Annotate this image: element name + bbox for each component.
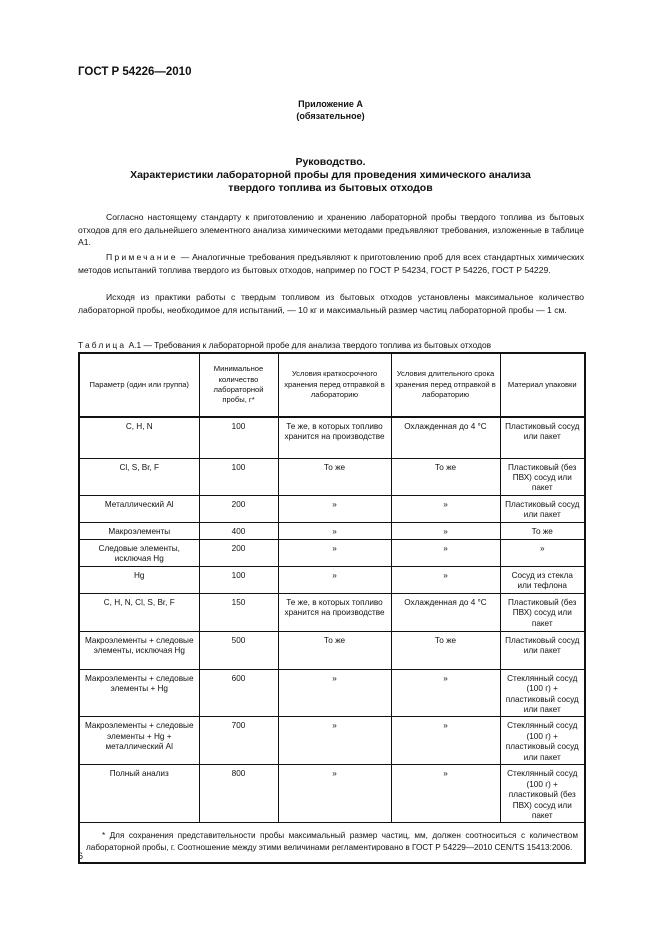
cell-quantity: 800 xyxy=(199,765,278,823)
table-caption-label: Таблица xyxy=(78,340,127,350)
cell-packaging: Пластиковый сосуд или пакет xyxy=(500,417,585,458)
annex-heading xyxy=(0,98,661,122)
cell-short-storage: » xyxy=(278,495,391,522)
cell-packaging: Сосуд из стекла или тефлона xyxy=(500,566,585,593)
document-title xyxy=(0,156,661,195)
requirements-table xyxy=(78,352,586,864)
cell-quantity: 100 xyxy=(199,566,278,593)
table-row xyxy=(79,631,585,669)
cell-packaging: Стеклянный сосуд (100 г) + пластиковый сосуд или пакет xyxy=(500,669,585,717)
cell-parameter: Металлический Al xyxy=(79,495,199,522)
table-row xyxy=(79,522,585,539)
cell-long-storage: » xyxy=(391,522,500,539)
cell-packaging: » xyxy=(500,539,585,566)
cell-parameter: Макроэлементы xyxy=(79,522,199,539)
cell-short-storage: » xyxy=(278,522,391,539)
table-row xyxy=(79,539,585,566)
cell-packaging: Пластиковый сосуд или пакет xyxy=(500,631,585,669)
cell-quantity: 700 xyxy=(199,717,278,765)
table-header-row xyxy=(79,353,585,417)
table-caption xyxy=(78,340,491,350)
cell-quantity: 200 xyxy=(199,539,278,566)
title-line-3: твердого топлива из бытовых отходов xyxy=(228,182,433,194)
cell-parameter: C, H, N xyxy=(79,417,199,458)
cell-packaging: Пластиковый (без ПВХ) сосуд или пакет xyxy=(500,593,585,631)
table-row xyxy=(79,717,585,765)
table-row xyxy=(79,458,585,495)
cell-packaging: Стеклянный сосуд (100 г) + пластиковый (без ПВХ) сосуд или пакет xyxy=(500,765,585,823)
cell-quantity: 100 xyxy=(199,458,278,495)
cell-long-storage: То же xyxy=(391,458,500,495)
title-line-1: Руководство. xyxy=(295,156,366,168)
cell-quantity: 400 xyxy=(199,522,278,539)
cell-long-storage: Охлажденная до 4 °С xyxy=(391,593,500,631)
cell-short-storage: » xyxy=(278,765,391,823)
header-min-quantity: Минимальное количество лабораторной пробы, г* xyxy=(199,353,278,417)
intro-paragraph: Согласно настоящему стандарту к приготовлению и хранению лабораторной пробы твердого топлива из бытовых отходов для его дальнейшего элементного анализа химическими методами предъявляют требования, изложенные в таблице А1. xyxy=(78,212,584,248)
cell-quantity: 500 xyxy=(199,631,278,669)
cell-long-storage: То же xyxy=(391,631,500,669)
annex-status: (обязательное) xyxy=(296,111,365,121)
cell-quantity: 100 xyxy=(199,417,278,458)
table-row xyxy=(79,566,585,593)
table-row xyxy=(79,669,585,717)
cell-parameter: Следовые элементы, исключая Hg xyxy=(79,539,199,566)
cell-parameter: C, H, N, Cl, S, Br, F xyxy=(79,593,199,631)
cell-parameter: Макроэлементы + следовые элементы, исключая Hg xyxy=(79,631,199,669)
cell-packaging: Пластиковый (без ПВХ) сосуд или пакет xyxy=(500,458,585,495)
cell-short-storage: Те же, в которых топливо хранится на производстве xyxy=(278,593,391,631)
cell-parameter: Макроэлементы + следовые элементы + Hg + металлический Al xyxy=(79,717,199,765)
note-paragraph xyxy=(78,251,584,276)
cell-packaging: Пластиковый сосуд или пакет xyxy=(500,495,585,522)
table-row xyxy=(79,495,585,522)
note-text: — Аналогичные требования предъявляют к приготовлению проб для всех стандартных химических методов испытаний топлива твердого из бытовых отходов, например по ГОСТ Р 54234, ГОСТ Р 54226, ГОСТ Р 54229. xyxy=(78,252,584,275)
header-short-term-storage: Условия краткосрочного хранения перед отправкой в лабораторию xyxy=(278,353,391,417)
cell-packaging: Стеклянный сосуд (100 г) + пластиковый сосуд или пакет xyxy=(500,717,585,765)
title-line-2: Характеристики лабораторной пробы для проведения химического анализа xyxy=(130,169,531,181)
cell-short-storage: То же xyxy=(278,458,391,495)
cell-parameter: Макроэлементы + следовые элементы + Hg xyxy=(79,669,199,717)
document-header: ГОСТ Р 54226—2010 xyxy=(78,66,192,78)
cell-short-storage: » xyxy=(278,669,391,717)
cell-short-storage: Те же, в которых топливо хранится на производстве xyxy=(278,417,391,458)
table-row xyxy=(79,417,585,458)
table-footnote-row xyxy=(79,823,585,863)
header-packaging: Материал упаковки xyxy=(500,353,585,417)
cell-parameter: Hg xyxy=(79,566,199,593)
cell-parameter: Полный анализ xyxy=(79,765,199,823)
cell-quantity: 200 xyxy=(199,495,278,522)
note-label: Примечание xyxy=(106,252,178,262)
cell-short-storage: » xyxy=(278,566,391,593)
annex-title: Приложение А xyxy=(298,99,363,109)
cell-quantity: 600 xyxy=(199,669,278,717)
cell-quantity: 150 xyxy=(199,593,278,631)
cell-parameter: Cl, S, Br, F xyxy=(79,458,199,495)
cell-long-storage: » xyxy=(391,566,500,593)
cell-long-storage: » xyxy=(391,539,500,566)
cell-long-storage: » xyxy=(391,717,500,765)
cell-packaging: То же xyxy=(500,522,585,539)
cell-long-storage: Охлажденная до 4 °С xyxy=(391,417,500,458)
cell-short-storage: То же xyxy=(278,631,391,669)
table-footnote: * Для сохранения представительности пробы максимальный размер частиц, мм, должен соотноситься с количеством лабораторной пробы, г. Соотношение между этими величинами регламентировано в ГОСТ Р 54229—2010 CEN/TS 15413:2006. xyxy=(79,823,585,863)
cell-short-storage: » xyxy=(278,539,391,566)
cell-long-storage: » xyxy=(391,765,500,823)
table-caption-text: А.1 — Требования к лабораторной пробе для анализа твердого топлива из бытовых отходов xyxy=(126,340,492,350)
limits-paragraph: Исходя из практики работы с твердым топливом из бытовых отходов установлены максимальное количество лабораторной пробы, необходимое для испытаний, — 10 кг и максимальный размер частиц лабораторной пробы — 1 см. xyxy=(78,292,584,315)
page-number: 6 xyxy=(78,851,84,861)
header-parameter: Параметр (один или группа) xyxy=(79,353,199,417)
cell-long-storage: » xyxy=(391,669,500,717)
cell-long-storage: » xyxy=(391,495,500,522)
table-row xyxy=(79,765,585,823)
header-long-term-storage: Условия длительного срока хранения перед отправкой в лабораторию xyxy=(391,353,500,417)
table-row xyxy=(79,593,585,631)
cell-short-storage: » xyxy=(278,717,391,765)
